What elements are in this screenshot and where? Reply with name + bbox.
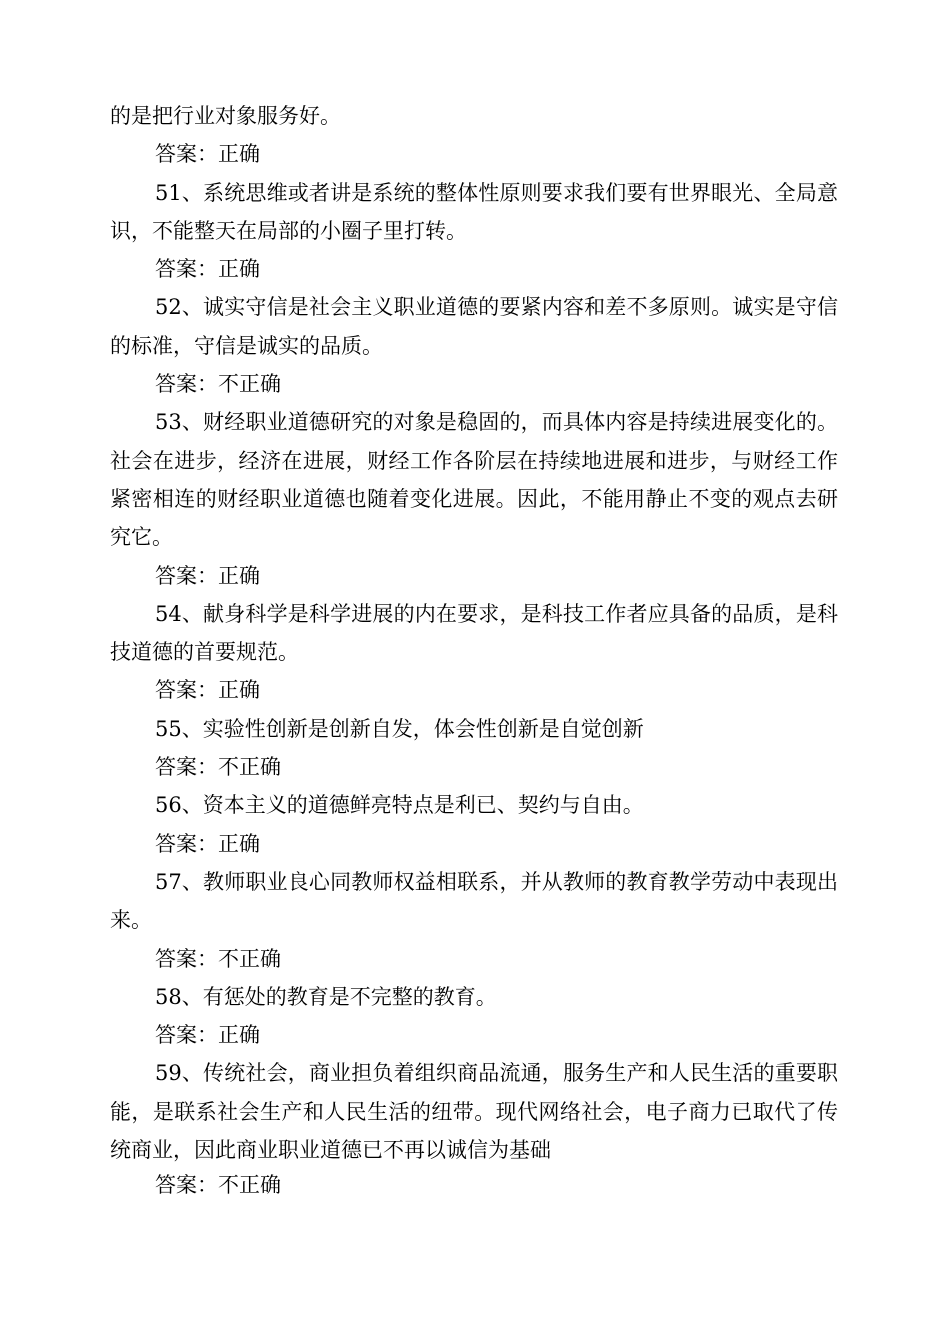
answer-value: 不正确 (218, 372, 281, 397)
answer-label: 答案： (155, 946, 218, 971)
document-body (110, 97, 838, 1201)
answer-value: 正确 (218, 257, 260, 282)
answer-line (110, 365, 838, 403)
answer-label: 答案： (155, 1023, 218, 1048)
answer-label: 答案： (155, 372, 218, 397)
question-58: 58、有惩处的教育是不完整的教育。 (155, 984, 497, 1009)
answer-value: 正确 (218, 678, 260, 703)
question-53: 53、财经职业道德研究的对象是稳固的，而具体内容是持续进展变化的。社会在进步，经济在进展，财经工作各阶层在持续地进展和进步，与财经工作紧密相连的财经职业道德也随着变化进展。因此，不能用静止不变的观点去研究它。 (110, 410, 838, 550)
answer-line (110, 940, 838, 978)
answer-line (110, 557, 838, 595)
answer-label: 答案： (155, 1173, 218, 1198)
question-52: 52、诚实守信是社会主义职业道德的要紧内容和差不多原则。诚实是守信的标准，守信是诚实的品质。 (110, 295, 838, 358)
answer-value: 正确 (218, 831, 260, 856)
answer-value: 不正确 (218, 1173, 281, 1198)
answer-label: 答案： (155, 142, 218, 167)
answer-value: 正确 (218, 1023, 260, 1048)
answer-line (110, 250, 838, 288)
answer-line (110, 135, 838, 173)
question-51: 51、系统思维或者讲是系统的整体性原则要求我们要有世界眼光、全局意识，不能整天在局部的小圈子里打转。 (110, 180, 838, 243)
answer-line (110, 825, 838, 863)
answer-line (110, 1169, 838, 1201)
question-55: 55、实验性创新是创新自发，体会性创新是自觉创新 (155, 716, 644, 741)
answer-label: 答案： (155, 831, 218, 856)
question-54: 54、献身科学是科学进展的内在要求，是科技工作者应具备的品质，是科技道德的首要规范。 (110, 601, 838, 665)
answer-line (110, 748, 838, 786)
answer-line (110, 1016, 838, 1054)
answer-value: 正确 (218, 563, 260, 588)
question-56: 56、资本主义的道德鲜亮特点是利已、契约与自由。 (155, 793, 644, 818)
question-57: 57、教师职业良心同教师权益相联系，并从教师的教育教学劳动中表现出来。 (110, 869, 838, 933)
answer-label: 答案： (155, 755, 218, 780)
answer-label: 答案： (155, 257, 218, 282)
continuation-text: 的是把行业对象服务好。 (110, 104, 341, 128)
answer-value: 正确 (218, 142, 260, 167)
answer-label: 答案： (155, 563, 218, 588)
answer-label: 答案： (155, 678, 218, 703)
answer-value: 不正确 (218, 946, 281, 971)
question-59: 59、传统社会，商业担负着组织商品流通，服务生产和人民生活的重要职能，是联系社会生产和人民生活的纽带。现代网络社会，电子商力已取代了传统商业，因此商业职业道德已不再以诚信为基础 (110, 1061, 838, 1163)
answer-line (110, 671, 838, 709)
answer-value: 不正确 (218, 755, 281, 780)
